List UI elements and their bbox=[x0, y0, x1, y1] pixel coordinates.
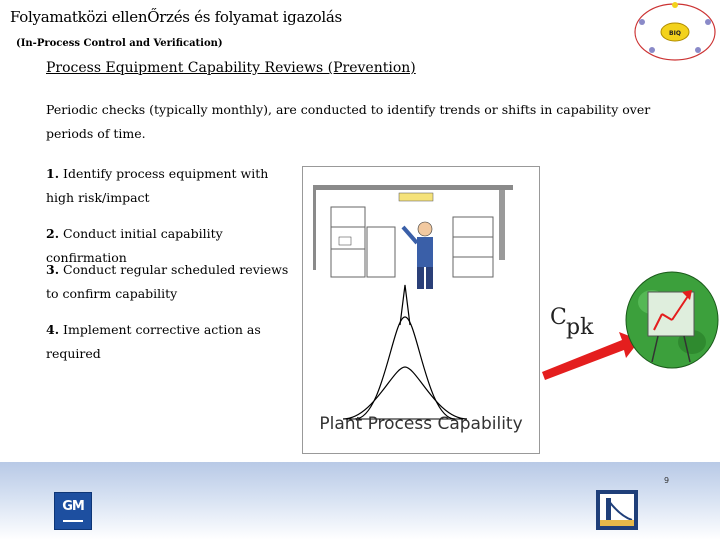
step-item bbox=[46, 162, 291, 210]
slide-subtitle: (In-Process Control and Verification) bbox=[16, 38, 223, 49]
step-number: 2. bbox=[46, 226, 60, 241]
gm-logo bbox=[54, 492, 92, 530]
quality-circle-logo bbox=[630, 0, 718, 62]
illustration-caption: Plant Process Capability bbox=[319, 414, 523, 434]
svg-text:BIQ: BIQ bbox=[669, 30, 681, 37]
slide-title: Folyamatközi ellenŐrzés és folyamat igazolás bbox=[10, 8, 342, 26]
step-text: Conduct regular scheduled reviews to confirm capability bbox=[46, 262, 289, 301]
step-text: Conduct initial capability confirmation bbox=[46, 226, 223, 265]
step-item bbox=[46, 318, 291, 366]
gm-logo-text: GM bbox=[62, 499, 84, 514]
cpk-board-illustration bbox=[542, 262, 720, 382]
plant-illustration bbox=[302, 166, 540, 454]
page-number: 9 bbox=[664, 476, 670, 485]
step-number: 3. bbox=[46, 262, 60, 277]
cpk-letters-pk: pk bbox=[566, 315, 594, 340]
bridge-logo-icon bbox=[596, 490, 638, 530]
step-text: Identify process equipment with high risk/impact bbox=[46, 166, 269, 205]
section-heading: Process Equipment Capability Reviews (Prevention) bbox=[46, 60, 416, 76]
step-number: 1. bbox=[46, 166, 60, 181]
cpk-letter-c: C bbox=[550, 305, 567, 330]
factory-scene-icon bbox=[303, 167, 539, 453]
step-text: Implement corrective action as required bbox=[46, 322, 261, 361]
step-number: 4. bbox=[46, 322, 60, 337]
intro-paragraph: Periodic checks (typically monthly), are conducted to identify trends or shifts in capability over periods of time. bbox=[46, 102, 651, 141]
step-item bbox=[46, 258, 291, 306]
